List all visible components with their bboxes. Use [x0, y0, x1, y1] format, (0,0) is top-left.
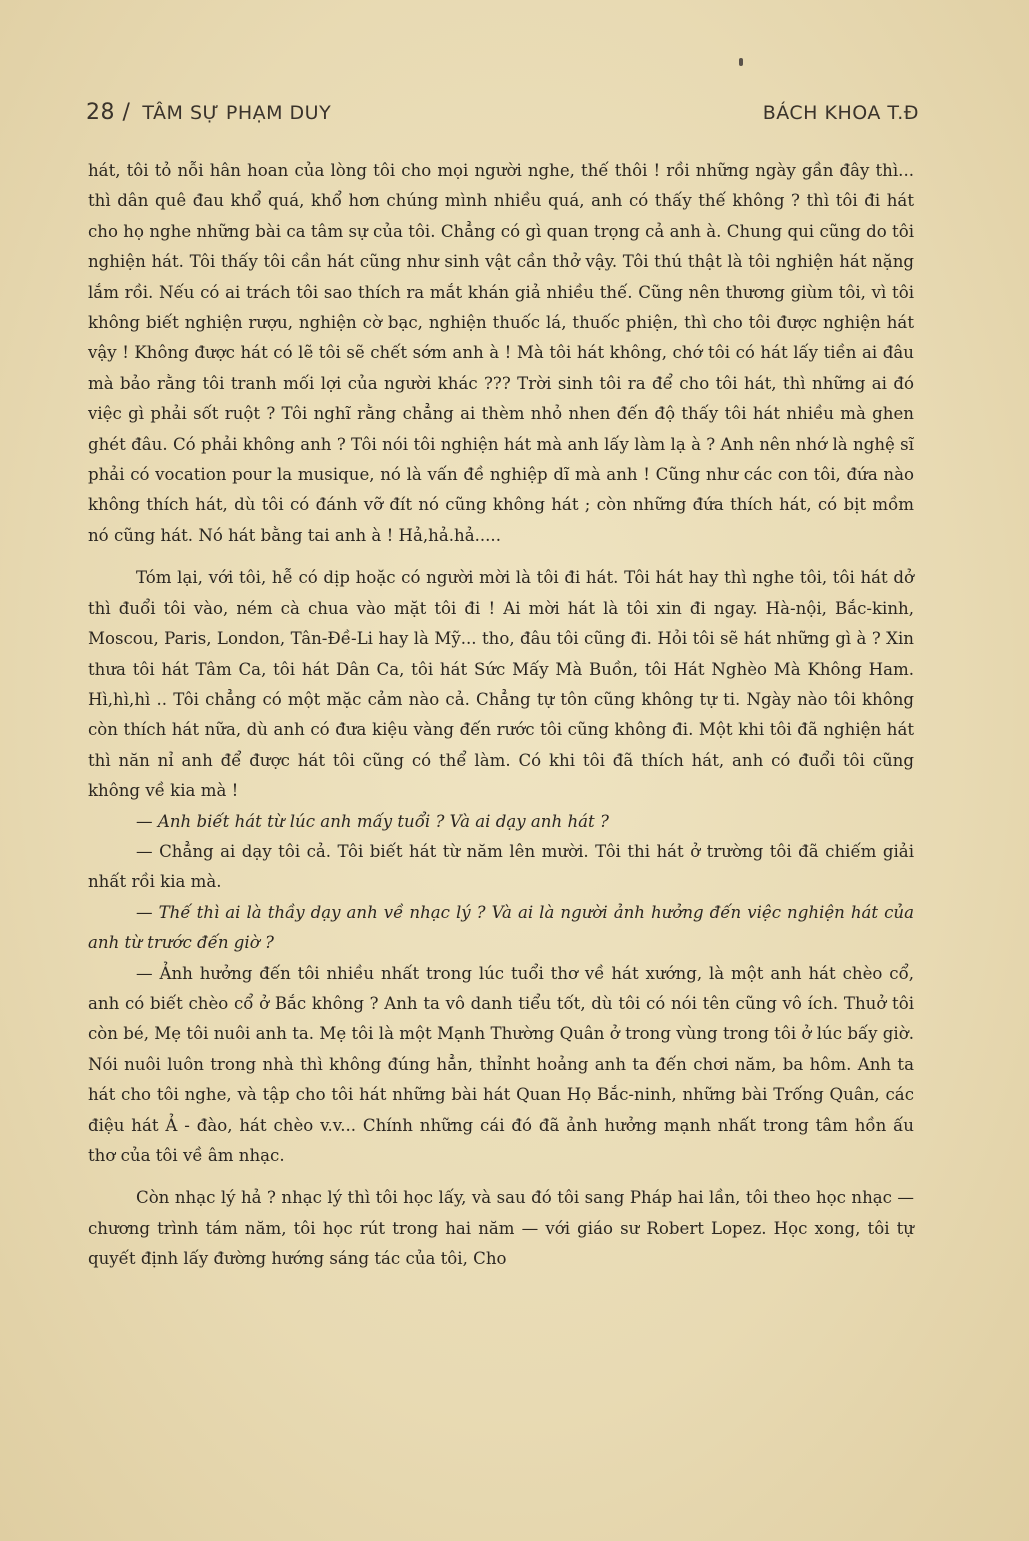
paragraph-1: hát, tôi tỏ nỗi hân hoan của lòng tôi cho mọi người nghe, thế thôi ! rồi những ngày gần đây thì... thì dân quê đau khổ quá, khổ hơn chúng mình nhiều quá, anh có thấy thế không ? thì tôi đi hát cho họ nghe những bài ca tâm sự của tôi. Chẳng có gì quan trọng cả anh à. Chung qui cũng do tôi nghiện hát. Tôi thấy tôi cần hát cũng như sinh vật cần thở vậy. Tôi thú thật là tôi nghiện hát nặng lắm rồi. Nếu có ai trách tôi sao thích ra mắt khán giả nhiều thế. Cũng nên thương giùm tôi, vì tôi không biết nghiện rượu, nghiện cờ bạc, nghiện thuốc lá, thuốc phiện, thì cho tôi được nghiện hát vậy ! Không được hát có lẽ tôi sẽ chết sớm anh à ! Mà tôi hát không, chớ tôi có hát lấy tiền ai đâu mà bảo rằng tôi tranh mối lợi của người khác ??? Trời sinh tôi ra để cho tôi hát, thì những ai đó việc gì phải sốt ruột ? Tôi nghĩ rằng chẳng ai thèm nhỏ nhen đến độ thấy tôi hát nhiều mà ghen ghét đâu. Có phải không anh ? Tôi nói tôi nghiện hát mà anh lấy làm lạ à ? Anh nên nhớ là nghệ sĩ phải có vocation pour la musique, nó là vấn đề nghiệp dĩ mà anh ! Cũng như các con tôi, đứa nào không thích hát, dù tôi có đánh vỡ đít nó cũng không hát ; còn những đứa thích hát, có bịt mồm nó cũng hát. Nó hát bằng tai anh à ! Hả,hả.hả.....	[88, 161, 914, 545]
header-left	[86, 100, 331, 125]
answer-1: — Chẳng ai dạy tôi cả. Tôi biết hát từ năm lên mười. Tôi thi hát ở trường tôi đã chiếm giải nhất rồi kia mà.	[88, 841, 914, 892]
paragraph-2: Tóm lại, với tôi, hễ có dịp hoặc có người mời là tôi đi hát. Tôi hát hay thì nghe tôi, tôi hát dở thì đuổi tôi vào, ném cà chua vào mặt tôi đi ! Ai mời hát là tôi xin đi ngay. Hà-nội, Bắc-kinh, Moscou, Paris, London, Tân-Đề-Li hay là Mỹ... tho, đâu tôi cũng đi. Hỏi tôi sẽ hát những gì à ? Xin thưa tôi hát Tâm Ca, tôi hát Dân Ca, tôi hát Sức Mấy Mà Buồn, tôi Hát Nghèo Mà Không Ham. Hì,hì,hì .. Tôi chẳng có một mặc cảm nào cả. Chẳng tự tôn cũng không tự ti. Ngày nào tôi không còn thích hát nữa, dù anh có đưa kiệu vàng đến rước tôi cũng không đi. Một khi tôi đã nghiện hát thì năn nỉ anh để được hát tôi cũng có thể làm. Có khi tôi đã thích hát, anh có đuổi tôi cũng không về kia mà !	[88, 568, 914, 801]
body-text	[88, 156, 914, 1275]
answer-2: — Ảnh hưởng đến tôi nhiều nhất trong lúc tuổi thơ về hát xướng, là một anh hát chèo cổ, anh có biết chèo cổ ở Bắc không ? Anh ta vô danh tiểu tốt, dù tôi có nói tên cũng vô ích. Thuở tôi còn bé, Mẹ tôi nuôi anh ta. Mẹ tôi là một Mạnh Thường Quân ở trong vùng trong tôi ở lúc bấy giờ. Nói nuôi luôn trong nhà thì không đúng hẳn, thỉnht hoảng anh ta đến chơi năm, ba hôm. Anh ta hát cho tôi nghe, và tập cho tôi hát những bài hát Quan Họ Bắc-ninh, những bài Trống Quân, các điệu hát Ả - đào, hát chèo v.v... Chính những cái đó đã ảnh hưởng mạnh nhất trong tâm hồn ấu thơ của tôi về âm nhạc.	[88, 963, 914, 1165]
question-2: — Thế thì ai là thầy dạy anh về nhạc lý ? Và ai là người ảnh hưởng đến việc nghiện hát của anh từ trước đến giờ ?	[88, 902, 914, 953]
running-title: TÂM SỰ PHẠM DUY	[142, 102, 332, 124]
question-1: — Anh biết hát từ lúc anh mấy tuổi ? Và ai dạy anh hát ?	[136, 811, 609, 831]
page-number: 28 /	[86, 100, 131, 125]
paragraph-final: Còn nhạc lý hả ? nhạc lý thì tôi học lấy, và sau đó tôi sang Pháp hai lần, tôi theo học nhạc — chương trình tám năm, tôi học rút trong hai năm — với giáo sư Robert Lopez. Học xong, tôi tự quyết định lấy đường hướng sáng tác của tôi, Cho	[88, 1188, 914, 1269]
ink-speck	[739, 58, 743, 66]
publication-name: BÁCH KHOA T.Đ	[762, 102, 919, 124]
page-header	[86, 100, 919, 132]
